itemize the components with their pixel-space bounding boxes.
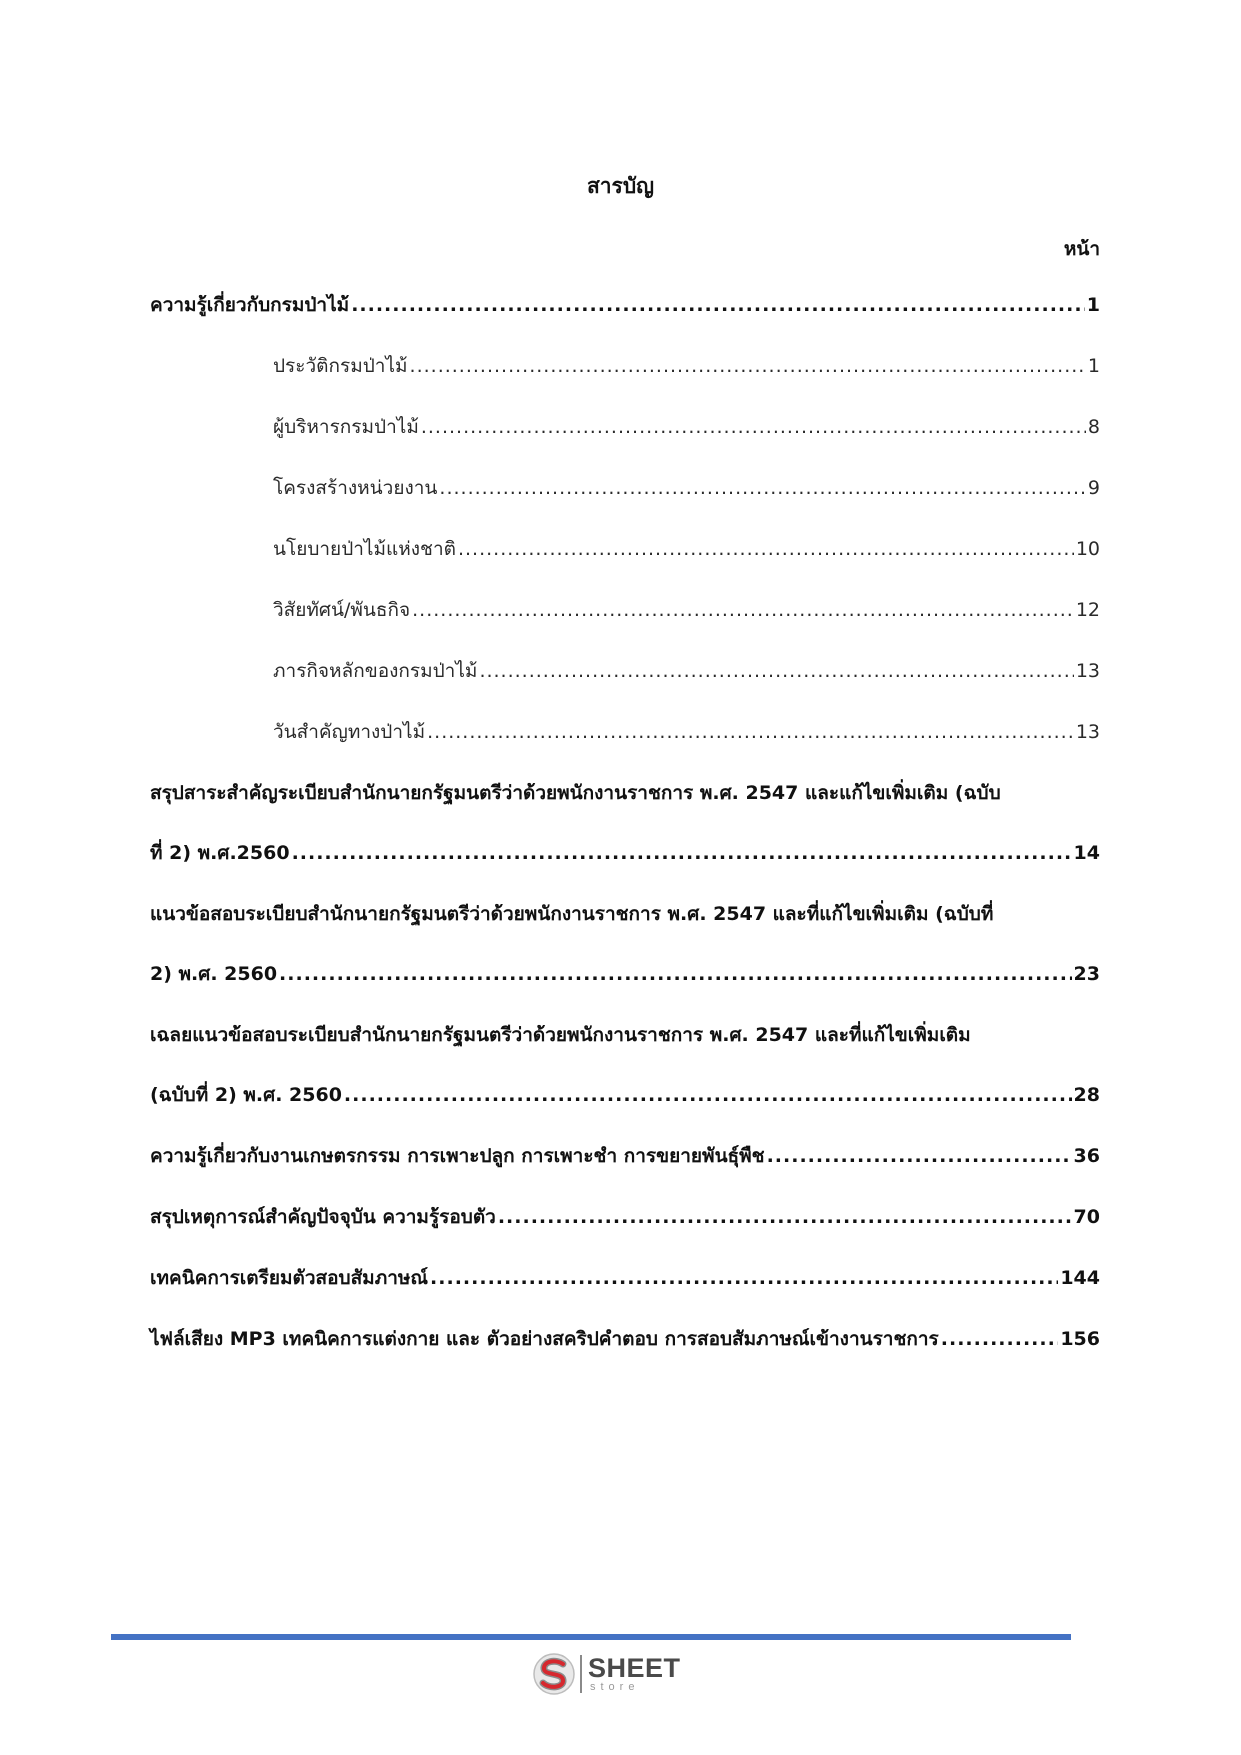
toc-entry-title: ผู้บริหารกรมป่าไม้ — [273, 416, 419, 438]
toc-entry-page: 36 — [1073, 1145, 1100, 1167]
dot-leader — [292, 838, 1072, 868]
toc-entry-mp3-interview[interactable] — [150, 1324, 1100, 1354]
sheet-store-logo-icon — [532, 1652, 576, 1696]
toc-entry-page: 1 — [1087, 355, 1100, 377]
toc-entry-page: 10 — [1075, 538, 1100, 560]
footer-rule — [111, 1634, 1071, 1640]
dot-leader — [498, 1202, 1072, 1232]
toc-entry-title: วันสำคัญทางป่าไม้ — [273, 721, 426, 743]
toc-entry-title: ความรู้เกี่ยวกับงานเกษตรกรรม การเพาะปลูก การเพาะชำ การขยายพันธุ์พืช — [150, 1145, 765, 1167]
dot-leader — [430, 1263, 1058, 1293]
toc-entry-vision-mission[interactable] — [150, 595, 1100, 625]
logo-divider — [580, 1655, 582, 1693]
toc-entry-important-days[interactable] — [150, 717, 1100, 747]
toc-entry-page: 70 — [1073, 1206, 1100, 1228]
page-column-label: หน้า — [1063, 238, 1100, 260]
dot-leader — [351, 290, 1085, 320]
toc-entry-policy[interactable] — [150, 534, 1100, 564]
toc-entry-title: นโยบายป่าไม้แห่งชาติ — [273, 538, 456, 560]
toc-entry-title: (ฉบับที่ 2) พ.ศ. 2560 — [150, 1084, 342, 1106]
toc-entry-structure[interactable] — [150, 473, 1100, 503]
toc-entry-page: 8 — [1087, 416, 1100, 438]
dot-leader — [479, 656, 1073, 686]
toc-entry-page: 23 — [1073, 963, 1100, 985]
toc-entry-title: ไฟล์เสียง MP3 เทคนิคการแต่งกาย และ ตัวอย่างสคริปคำตอบ การสอบสัมภาษณ์เข้างานราชการ — [150, 1328, 939, 1350]
dot-leader — [439, 473, 1086, 503]
toc-entry-regulation-summary[interactable] — [150, 778, 1100, 868]
toc-entry-agriculture[interactable] — [150, 1141, 1100, 1171]
dot-leader — [279, 959, 1072, 989]
dot-leader — [410, 351, 1086, 381]
toc-entry-exam-guide[interactable] — [150, 899, 1100, 989]
toc-entry-title: 2) พ.ศ. 2560 — [150, 963, 278, 985]
toc-entry-title-line1: สรุปสาระสำคัญระเบียบสำนักนายกรัฐมนตรีว่าด้วยพนักงานราชการ พ.ศ. 2547 และแก้ไขเพิ่มเติม (ฉบับ — [150, 782, 1001, 804]
toc-entry-title: ประวัติกรมป่าไม้ — [273, 355, 408, 377]
toc-entry-title: โครงสร้างหน่วยงาน — [273, 477, 438, 499]
dot-leader — [344, 1080, 1072, 1110]
toc-entry-page: 13 — [1075, 660, 1100, 682]
logo-text — [588, 1655, 681, 1693]
toc-entry-exam-answers[interactable] — [150, 1020, 1100, 1110]
toc-entry-current-events[interactable] — [150, 1202, 1100, 1232]
page-title: สารบัญ — [586, 174, 655, 198]
dot-leader — [767, 1141, 1072, 1171]
toc-entry-page: 1 — [1086, 294, 1100, 316]
toc-entry-page: 13 — [1075, 721, 1100, 743]
toc-entry-title-line1: เฉลยแนวข้อสอบระเบียบสำนักนายกรัฐมนตรีว่าด้วยพนักงานราชการ พ.ศ. 2547 และที่แก้ไขเพิ่มเติม — [150, 1024, 971, 1046]
toc-entry-interview-prep[interactable] — [150, 1263, 1100, 1293]
dot-leader — [941, 1324, 1059, 1354]
toc-entry-title: ภารกิจหลักของกรมป่าไม้ — [273, 660, 478, 682]
dot-leader — [458, 534, 1074, 564]
table-of-contents — [150, 290, 1100, 1354]
toc-entry-title: ความรู้เกี่ยวกับกรมป่าไม้ — [150, 294, 350, 316]
logo-subword: store — [590, 1681, 640, 1693]
toc-entry-page: 28 — [1073, 1084, 1100, 1106]
toc-entry-main-duties[interactable] — [150, 656, 1100, 686]
logo-word: SHEET — [588, 1653, 681, 1683]
toc-entry-title: วิสัยทัศน์/พันธกิจ — [273, 599, 411, 621]
toc-entry-history[interactable] — [150, 351, 1100, 381]
toc-entry-page: 144 — [1060, 1267, 1100, 1289]
toc-entry-page: 14 — [1073, 842, 1100, 864]
dot-leader — [421, 412, 1086, 442]
toc-entry-title: ที่ 2) พ.ศ.2560 — [150, 842, 290, 864]
toc-entry-title-line1: แนวข้อสอบระเบียบสำนักนายกรัฐมนตรีว่าด้วยพนักงานราชการ พ.ศ. 2547 และที่แก้ไขเพิ่มเติม (ฉบับที่ — [150, 903, 994, 925]
toc-entry-forestry-knowledge[interactable] — [150, 290, 1100, 320]
toc-entry-page: 12 — [1075, 599, 1100, 621]
toc-entry-title: เทคนิคการเตรียมตัวสอบสัมภาษณ์ — [150, 1267, 429, 1289]
toc-entry-title: สรุปเหตุการณ์สำคัญปัจจุบัน ความรู้รอบตัว — [150, 1206, 496, 1228]
toc-entry-executives[interactable] — [150, 412, 1100, 442]
toc-entry-page: 156 — [1060, 1328, 1100, 1350]
sheet-store-logo — [532, 1652, 681, 1696]
dot-leader — [412, 595, 1074, 625]
dot-leader — [427, 717, 1074, 747]
toc-entry-page: 9 — [1087, 477, 1100, 499]
